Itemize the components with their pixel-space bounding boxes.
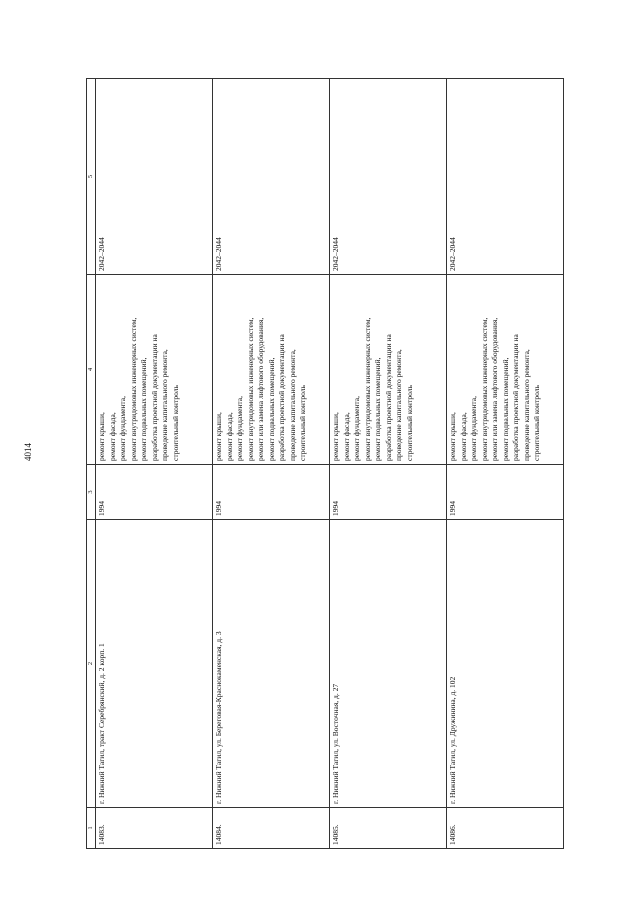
work-item: ремонт внутридомовых инженерных систем, (245, 317, 255, 461)
table-header-row (87, 79, 96, 849)
work-item: проведение капитального ремонта, (394, 349, 403, 461)
row-number: 14086. (447, 808, 564, 849)
work-item: ремонт или замена лифтового оборудования, (490, 317, 499, 461)
work-item: строительный контроль (404, 385, 414, 461)
work-item: ремонт внутридомовых инженерных систем, (479, 317, 489, 461)
column-header-1: 1 (87, 808, 96, 849)
column-header-2: 2 (87, 520, 96, 808)
year-cell: 1994 (96, 465, 213, 520)
work-item: ремонт фундамента, (235, 396, 244, 461)
work-item: ремонт фасада, (341, 412, 351, 461)
work-item: строительный контроль (298, 385, 307, 461)
year-cell: 1994 (330, 465, 447, 520)
page-number: 4014 (23, 443, 33, 461)
table-row (447, 79, 564, 849)
works-cell (330, 275, 447, 465)
work-item: строительный контроль (170, 385, 180, 461)
column-header-4: 4 (87, 275, 96, 465)
repair-table-frame (86, 79, 553, 849)
work-item: ремонт фундамента, (118, 396, 127, 461)
address-cell: г. Нижний Тагил, ул. Береговая-Краснокаменская, д. 3 (213, 520, 330, 808)
works-cell (96, 275, 213, 465)
column-header-5: 5 (87, 79, 96, 275)
work-item: ремонт подвальных помещений, (373, 357, 382, 461)
work-item: ремонт или замена лифтового оборудования, (256, 317, 265, 461)
work-item: ремонт внутридомовых инженерных систем, (128, 317, 138, 461)
period-cell: 2042–2044 (96, 79, 213, 275)
work-item: ремонт фасада, (458, 412, 468, 461)
work-item: разработка проектной документации на (383, 334, 393, 461)
work-item: проведение капитального ремонта, (287, 349, 297, 461)
period-cell: 2042–2044 (330, 79, 447, 275)
work-item: разработка проектной документации на (277, 334, 286, 461)
table-row (330, 79, 447, 849)
work-item: ремонт крыши, (331, 412, 340, 461)
work-item: разработка проектной документации на (149, 334, 159, 461)
repair-table (86, 78, 564, 849)
table-row (213, 79, 330, 849)
work-item: ремонт крыши, (448, 412, 457, 461)
work-item: ремонт подвальных помещений, (139, 357, 148, 461)
work-item: ремонт крыши, (214, 412, 223, 461)
column-header-3: 3 (87, 465, 96, 520)
year-cell: 1994 (447, 465, 564, 520)
work-item: строительный контроль (532, 385, 541, 461)
row-number: 14085. (330, 808, 447, 849)
repair-table-rotator (86, 79, 553, 849)
work-item: ремонт крыши, (97, 412, 106, 461)
row-number: 14084. (213, 808, 330, 849)
table-row (96, 79, 213, 849)
period-cell: 2042–2044 (213, 79, 330, 275)
row-number: 14083. (96, 808, 213, 849)
work-item: ремонт внутридомовых инженерных систем, (362, 317, 372, 461)
period-cell: 2042–2044 (447, 79, 564, 275)
address-cell: г. Нижний Тагил, ул. Дружинина, д. 102 (447, 520, 564, 808)
work-item: ремонт подвальных помещений, (500, 357, 510, 461)
work-item: ремонт фасада, (224, 412, 234, 461)
works-cell (447, 275, 564, 465)
works-cell (213, 275, 330, 465)
work-item: ремонт фасада, (107, 412, 117, 461)
work-item: проведение капитального ремонта, (160, 349, 169, 461)
work-item: ремонт фундамента, (352, 396, 361, 461)
work-item: проведение капитального ремонта, (521, 349, 531, 461)
address-cell: г. Нижний Тагил, ул. Восточная, д. 27 (330, 520, 447, 808)
address-cell: г. Нижний Тагил, тракт Серебрянский, д. 2 корп. 1 (96, 520, 213, 808)
year-cell: 1994 (213, 465, 330, 520)
work-item: ремонт фундамента, (469, 396, 478, 461)
work-item: разработка проектной документации на (511, 334, 520, 461)
work-item: ремонт подвальных помещений, (266, 357, 276, 461)
